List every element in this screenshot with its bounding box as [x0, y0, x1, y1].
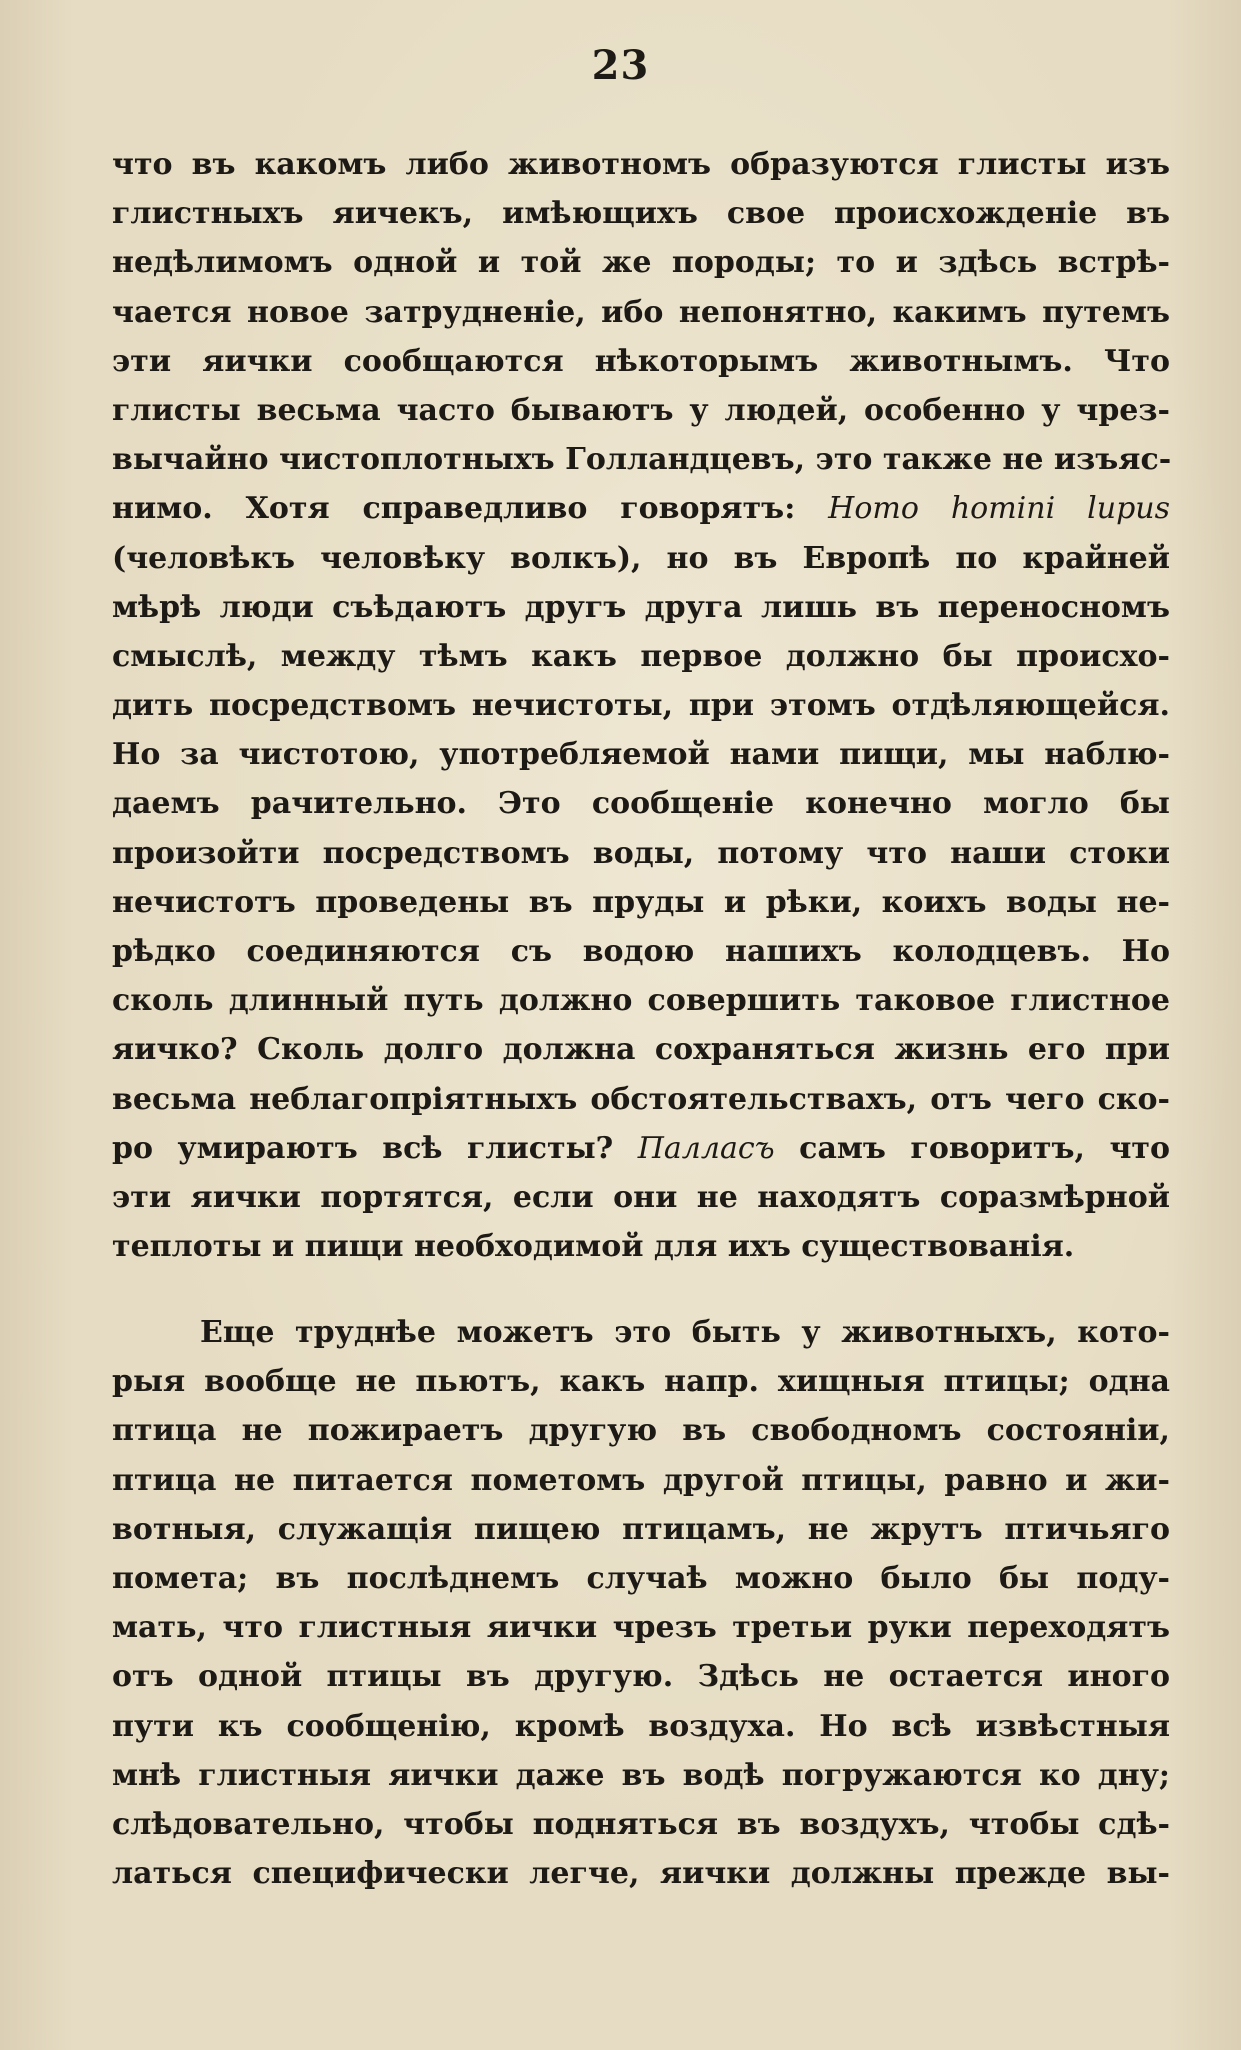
text-line: Еще труднѣе можетъ это быть у животныхъ, кото- — [200, 1315, 1170, 1350]
text-line: Но за чистотою, употребляемой нами пищи, мы наблю- — [112, 737, 1170, 773]
text-line: сколь длинный путь должно совершить таковое глистное — [112, 983, 1170, 1019]
text-line: слѣдовательно, чтобы подняться въ воздухъ, чтобы сдѣ- — [112, 1806, 1170, 1842]
text-line: рѣдко соединяются съ водою нашихъ колодцевъ. Но — [112, 934, 1170, 969]
text-line: мѣрѣ люди съѣдаютъ другъ друга лишь въ переносномъ — [112, 589, 1170, 625]
text-line: птица не питается пометомъ другой птицы, равно и жи- — [112, 1462, 1170, 1498]
text-line: теплоты и пищи необходимой для ихъ существованія. — [112, 1229, 1075, 1265]
text-line: вычайно чистоплотныхъ Голландцевъ, это также не изъяс- — [112, 442, 1172, 478]
text-line: даемъ рачительно. Это сообщеніе конечно могло бы — [112, 786, 1170, 822]
author-name: Палласъ — [637, 1130, 775, 1166]
text-line — [112, 484, 1170, 533]
paragraph-1 — [112, 140, 1170, 1271]
text-line: весьма неблагопріятныхъ обстоятельствахъ, отъ чего ско- — [112, 1081, 1170, 1117]
text-line: помета; въ послѣднемъ случаѣ можно было бы поду- — [112, 1560, 1170, 1596]
text-line: эти яички сообщаются нѣкоторымъ животнымъ. Что — [112, 343, 1170, 379]
paragraph-2 — [112, 1308, 1170, 1898]
text-line: глистныхъ яичекъ, имѣющихъ свое происхожденіе въ — [112, 196, 1170, 232]
text-line — [112, 1124, 1170, 1173]
text-line: эти яички портятся, если они не находятъ соразмѣрной — [112, 1179, 1170, 1215]
text-line: недѣлимомъ одной и той же породы; то и здѣсь встрѣ- — [112, 245, 1170, 281]
text-line: нечистотъ проведены въ пруды и рѣки, коихъ воды не- — [112, 884, 1170, 920]
text-line: дить посредствомъ нечистоты, при этомъ отдѣляющейся. — [112, 688, 1170, 724]
text-line: мнѣ глистныя яички даже въ водѣ погружаются ко дну; — [112, 1757, 1170, 1793]
text-line: что въ какомъ либо животномъ образуются глисты изъ — [112, 147, 1170, 182]
text-segment: самъ говоритъ, что — [799, 1130, 1170, 1166]
text-line: чается новое затрудненіе, ибо непонятно, какимъ путемъ — [112, 294, 1170, 330]
text-line: яичко? Сколь долго должна сохраняться жизнь его при — [112, 1032, 1170, 1068]
text-line: произойти посредствомъ воды, потому что наши стоки — [112, 835, 1170, 871]
text-line: смыслѣ, между тѣмъ какъ первое должно бы происхо- — [112, 638, 1170, 674]
text-line: мать, что глистныя яички чрезъ третьи руки переходятъ — [112, 1610, 1170, 1646]
page-number: 23 — [591, 42, 650, 89]
text-line: (человѣкъ человѣку волкъ), но въ Европѣ по крайней — [112, 540, 1170, 576]
text-line: птица не пожираетъ другую въ свободномъ состояніи, — [112, 1413, 1170, 1449]
text-line: латься специфически легче, яички должны прежде вы- — [112, 1856, 1170, 1892]
text-line: рыя вообще не пьютъ, какъ напр. хищныя птицы; одна — [112, 1364, 1170, 1400]
text-segment: нимо. Хотя справедливо говорятъ: — [112, 491, 796, 527]
text-line: вотныя, служащія пищею птицамъ, не жрутъ птичьяго — [112, 1511, 1170, 1547]
text-line: пути къ сообщенію, кромѣ воздуха. Но всѣ извѣстныя — [112, 1708, 1170, 1744]
text-segment: ро умираютъ всѣ глисты? — [112, 1130, 614, 1166]
latin-phrase: Homo homini lupus — [828, 491, 1170, 527]
text-line: отъ одной птицы въ другую. Здѣсь не остается иного — [112, 1659, 1170, 1695]
text-line: глисты весьма часто бываютъ у людей, особенно у чрез- — [112, 392, 1170, 428]
